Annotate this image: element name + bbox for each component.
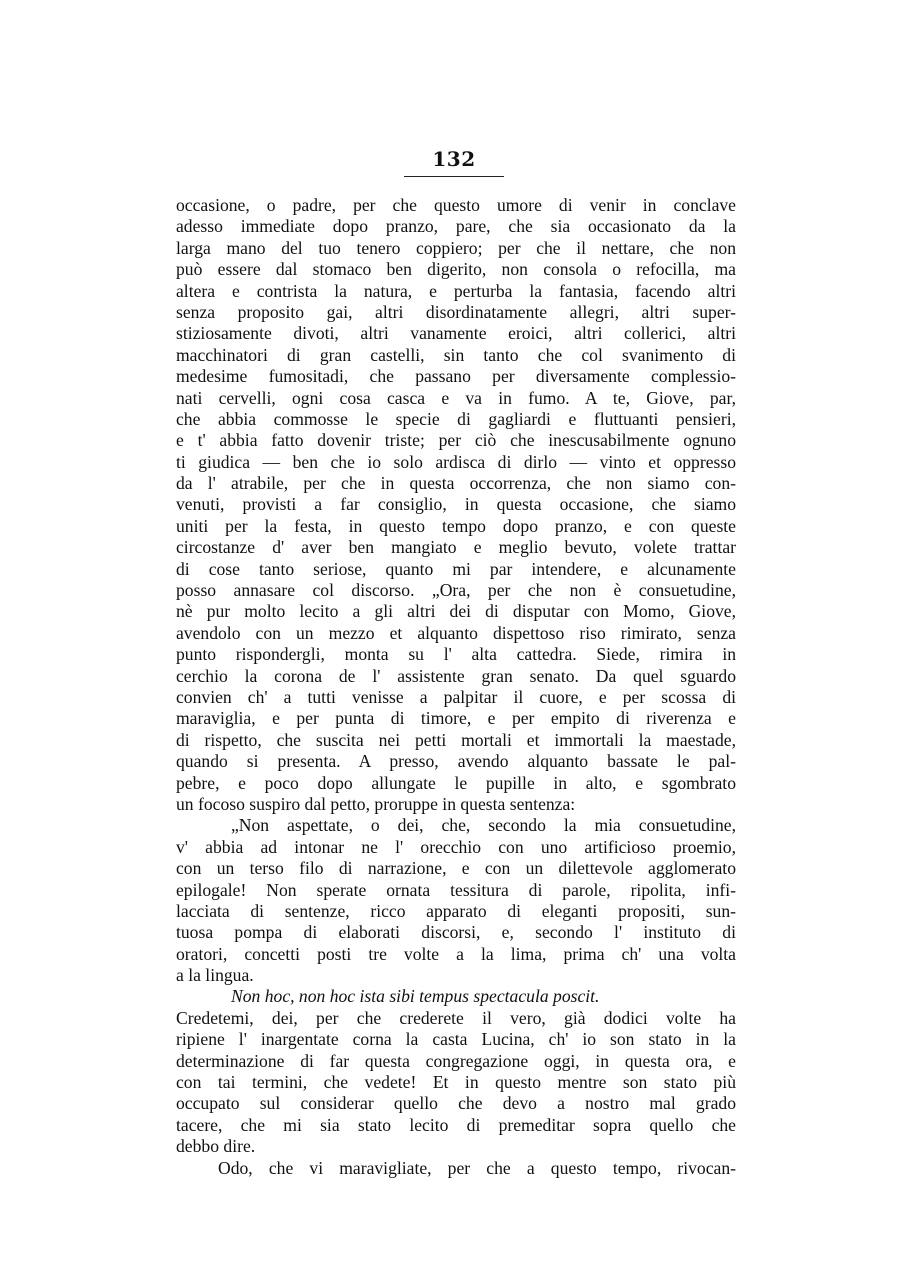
text-line: tuosa pompa di elaborati discorsi, e, secondo l' instituto di bbox=[176, 922, 736, 943]
text-line: un focoso suspiro dal petto, proruppe in questa sentenza: bbox=[176, 793, 576, 814]
body-text bbox=[176, 195, 736, 1179]
text-line: „Non aspettate, o dei, che, secondo la mia consuetudine, bbox=[231, 815, 736, 836]
text-line: può essere dal stomaco ben digerito, non consola o refocilla, ma bbox=[176, 259, 736, 280]
text-line: senza proposito gai, altri disordinatamente allegri, altri super- bbox=[176, 301, 736, 322]
text-line: medesime fumositadi, che passano per diversamente complessio- bbox=[176, 366, 736, 387]
text-line: punto rispondergli, monta su l' alta cattedra. Siede, rimira in bbox=[176, 644, 736, 665]
text-line: macchinatori di gran castelli, sin tanto che col svanimento di bbox=[176, 344, 736, 365]
text-line: debbo dire. bbox=[176, 1136, 256, 1157]
text-line: con tai termini, che vedete! Et in questo mentre son stato più bbox=[176, 1072, 736, 1093]
text-line: di cose tanto seriose, quanto mi par intendere, e alcunamente bbox=[176, 558, 736, 579]
text-line: altera e contrista la natura, e perturba la fantasia, facendo altri bbox=[176, 280, 736, 301]
text-line: maraviglia, e per punta di timore, e per empito di riverenza e bbox=[176, 708, 736, 729]
text-line: adesso immediate dopo pranzo, pare, che sia occasionato da la bbox=[176, 216, 736, 237]
text-line: uniti per la festa, in questo tempo dopo pranzo, e con queste bbox=[176, 515, 736, 536]
text-line: a la lingua. bbox=[176, 965, 254, 986]
text-line: nati cervelli, ogni cosa casca e va in fumo. A te, Giove, par, bbox=[176, 387, 736, 408]
text-line: epilogale! Non sperate ornata tessitura di parole, ripolita, infi- bbox=[176, 879, 736, 900]
page-number: 132 bbox=[432, 147, 476, 171]
text-line: lacciata di sentenze, ricco apparato di eleganti propositi, sun- bbox=[176, 900, 736, 921]
text-line: che abbia commosse le specie di gagliardi e fluttuanti pensieri, bbox=[176, 408, 736, 429]
text-line: v' abbia ad intonar ne l' orecchio con uno artificioso proemio, bbox=[176, 836, 736, 857]
text-line: ti giudica — ben che io solo ardisca di dirlo — vinto et oppresso bbox=[176, 451, 736, 472]
text-line: occupato sul considerar quello che devo a nostro mal grado bbox=[176, 1093, 736, 1114]
text-line: occasione, o padre, per che questo umore di venir in conclave bbox=[176, 195, 736, 215]
text-line: ripiene l' inargentate corna la casta Lucina, ch' io son stato in la bbox=[176, 1029, 736, 1050]
text-line: larga mano del tuo tenero coppiero; per che il nettare, che non bbox=[176, 237, 736, 258]
text-line: nè pur molto lecito a gli altri dei di disputar con Momo, Giove, bbox=[176, 601, 736, 622]
text-line: cerchio la corona de l' assistente gran senato. Da quel sguardo bbox=[176, 665, 736, 686]
text-line: oratori, concetti posti tre volte a la lima, prima ch' una volta bbox=[176, 943, 736, 964]
text-line: Odo, che vi maravigliate, per che a questo tempo, rivocan- bbox=[218, 1157, 736, 1178]
text-line: determinazione di far questa congregazione oggi, in questa ora, e bbox=[176, 1050, 736, 1071]
text-line: pebre, e poco dopo allungate le pupille in alto, e sgombrato bbox=[176, 772, 736, 793]
text-line: tacere, che mi sia stato lecito di premeditar sopra quello che bbox=[176, 1114, 736, 1135]
latin-quote: Non hoc, non hoc ista sibi tempus spectacula poscit. bbox=[231, 986, 600, 1007]
text-line: venuti, provisti a far consiglio, in questa occasione, che siamo bbox=[176, 494, 736, 515]
text-line: e t' abbia fatto dovenir triste; per ciò che inescusabilmente ognuno bbox=[176, 430, 736, 451]
text-line: avendolo con un mezzo et alquanto dispettoso riso rimirato, senza bbox=[176, 622, 736, 643]
text-line: da l' atrabile, per che in questa occorrenza, che non siamo con- bbox=[176, 473, 736, 494]
text-line: posso annasare col discorso. „Ora, per che non è consuetudine, bbox=[176, 580, 736, 601]
text-line: quando si presenta. A presso, avendo alquanto bassate le pal- bbox=[176, 751, 736, 772]
text-line: con un terso filo di narrazione, e con un dilettevole agglomerato bbox=[176, 858, 736, 879]
text-line: circostanze d' aver ben mangiato e meglio bevuto, volete trattar bbox=[176, 537, 736, 558]
text-line: stiziosamente divoti, altri vanamente eroici, altri collerici, altri bbox=[176, 323, 736, 344]
text-line: Credetemi, dei, per che crederete il vero, già dodici volte ha bbox=[176, 1007, 736, 1028]
page-number-rule bbox=[404, 176, 504, 177]
text-line: convien ch' a tutti venisse a palpitar il cuore, e per scossa di bbox=[176, 686, 736, 707]
text-line: di rispetto, che suscita nei petti mortali et immortali la maestade, bbox=[176, 729, 736, 750]
